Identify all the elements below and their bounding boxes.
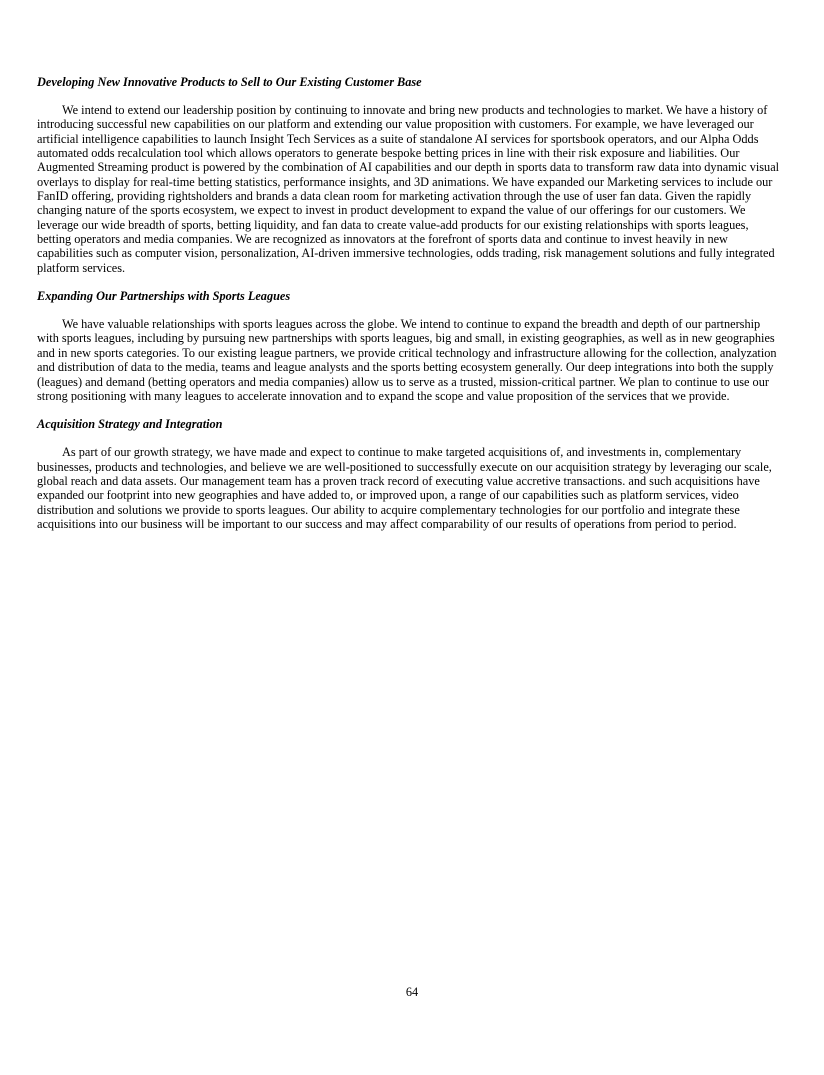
section-heading: Expanding Our Partnerships with Sports Leagues	[37, 289, 291, 304]
section-paragraph: We intend to extend our leadership position by continuing to innovate and bring new products and technologies to market. We have a history of introducing successful new capabilities on our platform and extending our value proposition with customers. For example, we have leveraged our artificial intelligence capabilities to launch Insight Tech Services as a suite of standalone AI services for sportsbook operators, and our Alpha Odds automated odds recalculation tool which allows operators to generate bespoke betting prices in line with their risk exposure and liabilities. Our Augmented Streaming product is powered by the combination of AI capabilities and our depth in sports data to transform raw data into dynamic visual overlays to display for real-time betting statistics, performance insights, and 3D animations. We have expanded our Marketing services to include our FanID offering, providing rightsholders and brands a data clean room for marketing activation through the use of user fan data. Given the rapidly changing nature of the sports ecosystem, we expect to invest in product development to expand the value of our offerings for our customers. We leverage our wide breadth of sports, betting liquidity, and fan data to create value-add products for our existing relationships with sports leagues, betting operators and media companies. We are recognized as innovators at the forefront of sports data and continue to invest heavily in new capabilities such as computer vision, personalization, AI-driven immersive technologies, odds trading, risk management solutions and fully integrated platform services.	[37, 103, 780, 275]
section-paragraph: We have valuable relationships with sports leagues across the globe. We intend to continue to expand the breadth and depth of our partnership with sports leagues, including by pursuing new partnerships with sports leagues, big and small, in existing geographies, as well as in new geographies and in new sports categories. To our existing league partners, we provide critical technology and infrastructure allowing for the collection, analyzation and distribution of data to the media, teams and league analysts and the sports betting ecosystem generally. Our deep integrations into both the supply (leagues) and demand (betting operators and media companies) allow us to serve as a trusted, mission-critical partner. We plan to continue to use our strong positioning with many leagues to accelerate innovation and to expand the scope and value proposition of the services that we provide.	[37, 317, 777, 403]
section-paragraph: As part of our growth strategy, we have made and expect to continue to make targeted acquisitions of, and investments in, complementary businesses, products and technologies, and believe we are well-positioned to successfully execute on our acquisition strategy by leveraging our scale, global reach and data assets. Our management team has a proven track record of executing value accretive transactions. and such acquisitions have expanded our footprint into new geographies and have added to, or improved upon, a range of our capabilities such as platform services, video distribution and solutions we provide to sports leagues. Our ability to acquire complementary technologies for our portfolio and integrate these acquisitions into our business will be important to our success and may affect comparability of our results of operations from period to period.	[37, 445, 772, 531]
section-developing-new-products	[37, 75, 785, 275]
section-heading: Developing New Innovative Products to Sell to Our Existing Customer Base	[37, 75, 422, 89]
document-page	[37, 75, 785, 545]
section-expanding-partnerships	[37, 289, 785, 403]
section-acquisition-strategy	[37, 417, 785, 531]
section-heading: Acquisition Strategy and Integration	[37, 417, 223, 432]
page-number: 64	[405, 985, 419, 999]
